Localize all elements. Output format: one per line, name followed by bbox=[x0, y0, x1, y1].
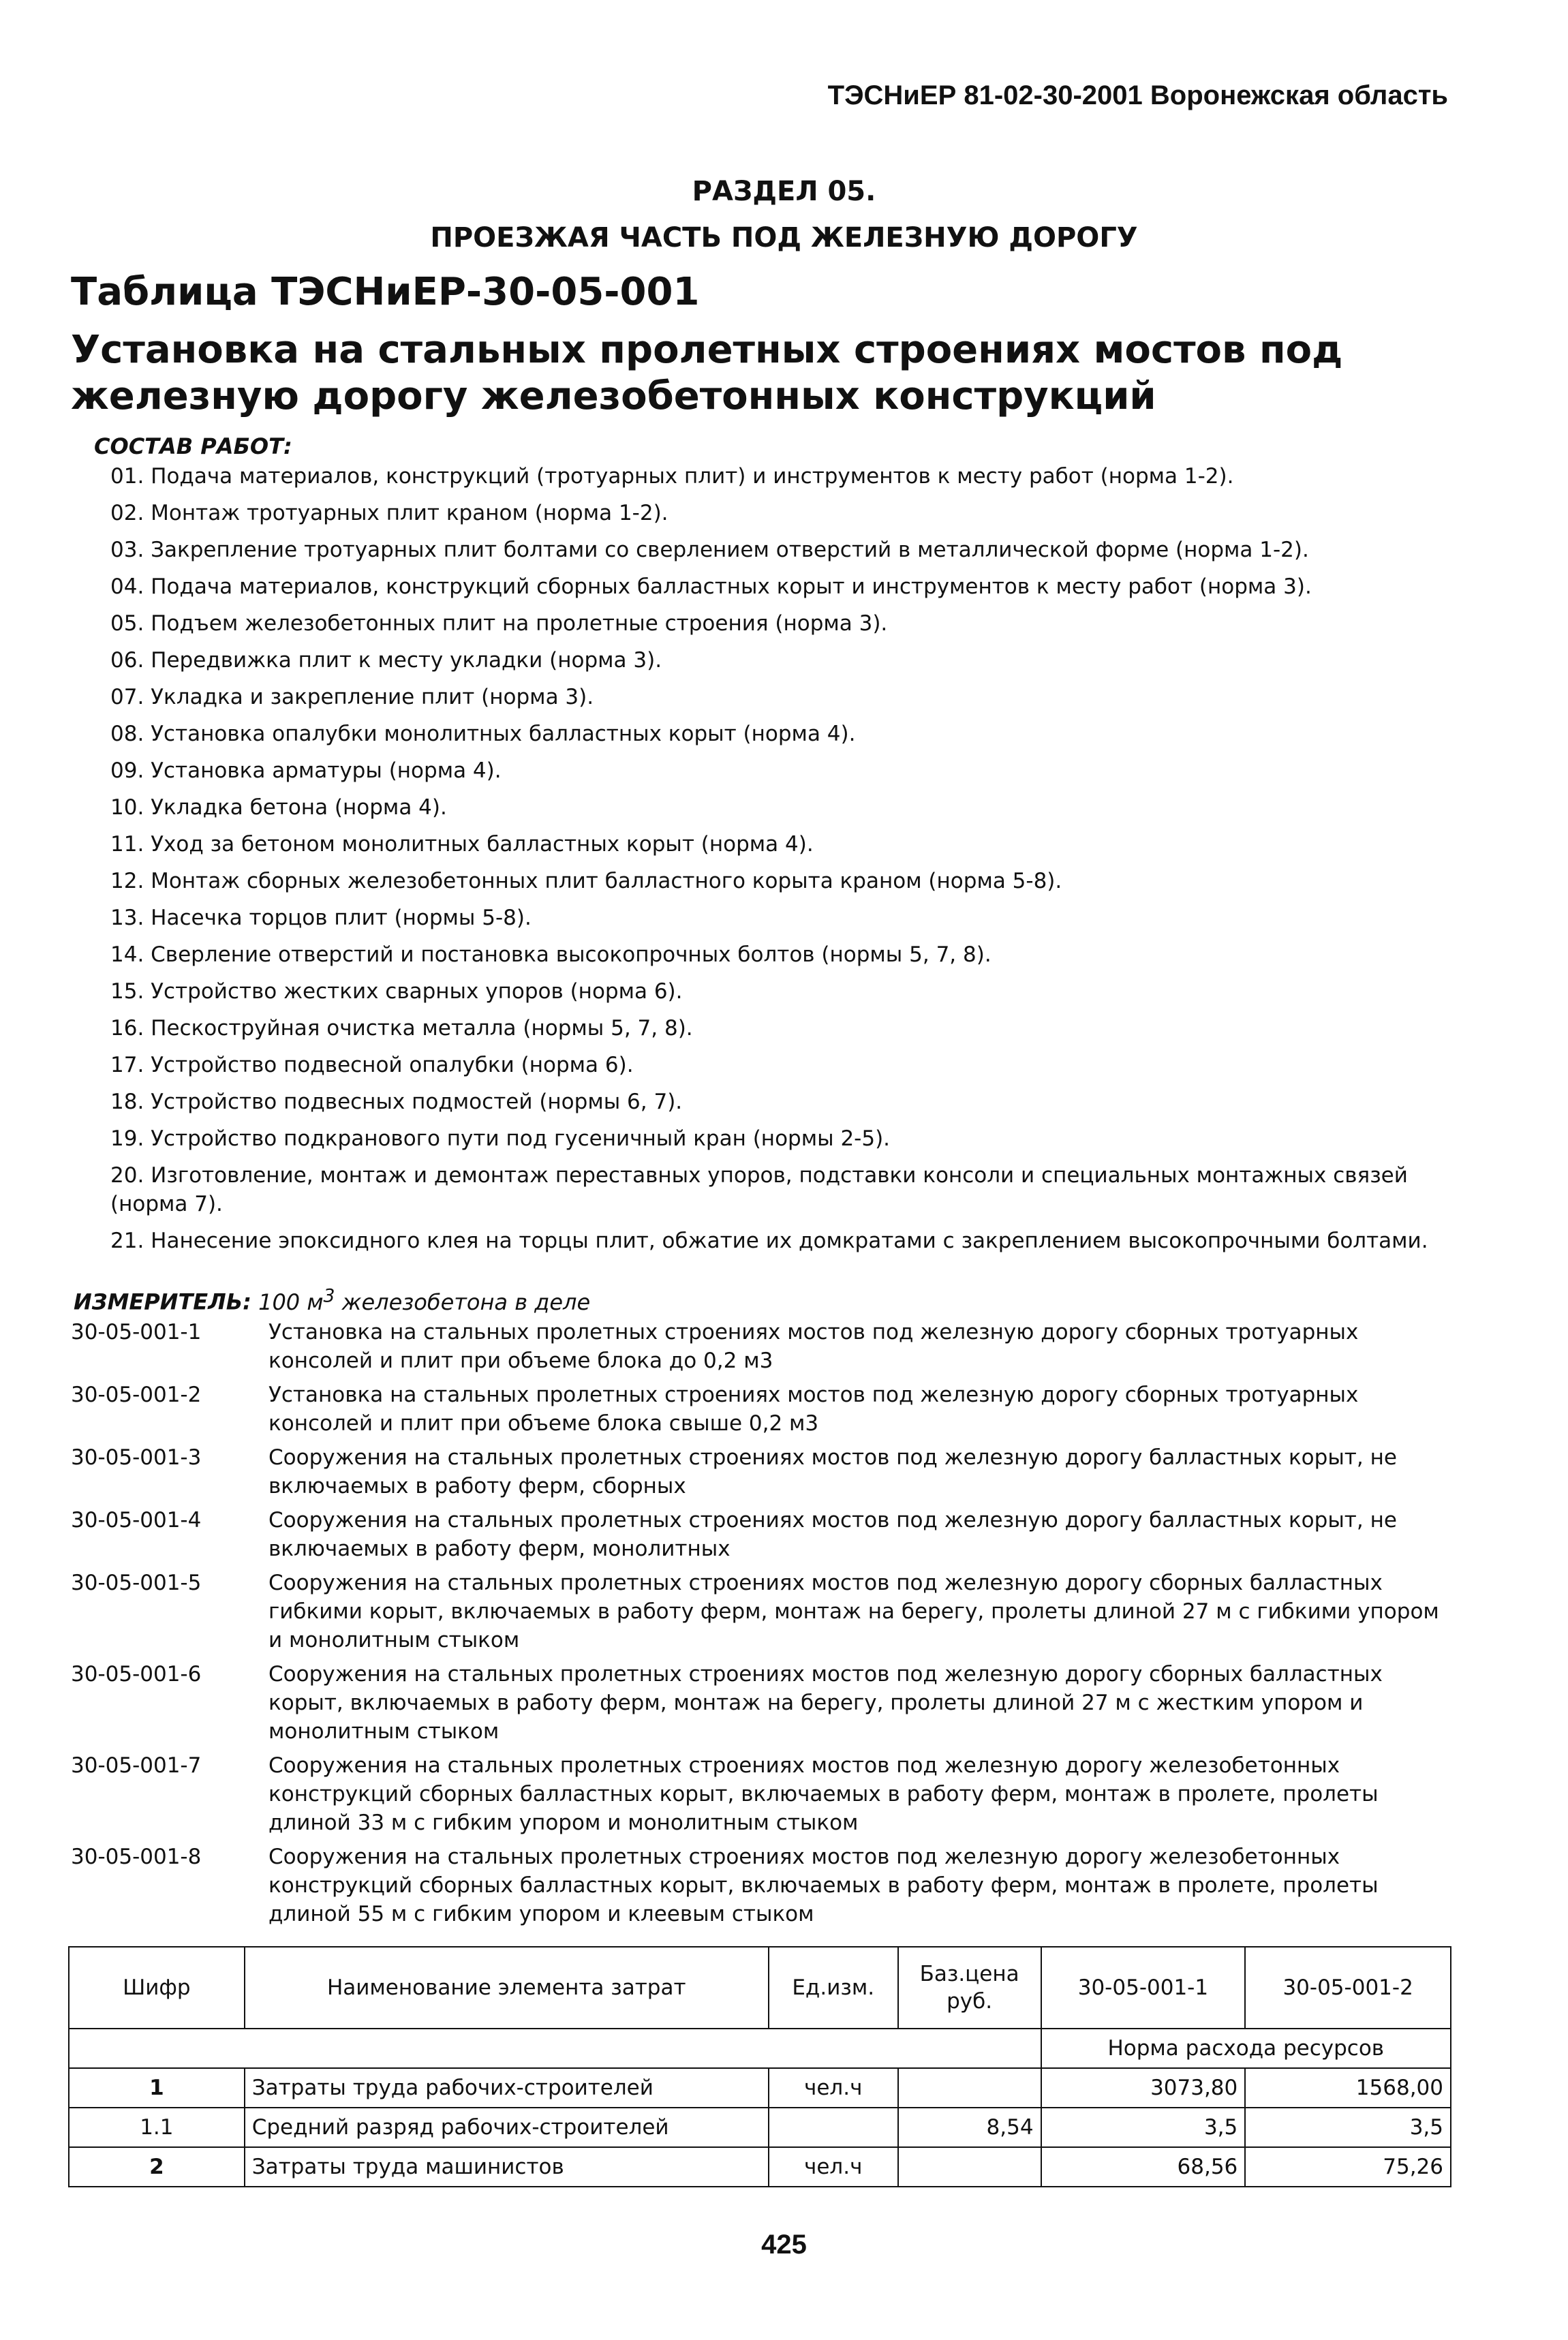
operation-item: 18. Устройство подвесных подмостей (нормы 6, 7). bbox=[110, 1090, 683, 1114]
norm-code: 30-05-001-5 bbox=[71, 1571, 202, 1595]
operation-item: 14. Сверление отверстий и постановка высокопрочных болтов (нормы 5, 7, 8). bbox=[110, 942, 991, 967]
code-row bbox=[71, 1381, 1447, 1438]
row-price bbox=[898, 2147, 1041, 2187]
operation-item: 15. Устройство жестких сварных упоров (норма 6). bbox=[110, 979, 683, 1004]
operation-item: 12. Монтаж сборных железобетонных плит балластного корыта краном (норма 5-8). bbox=[110, 869, 1062, 893]
norm-description: Сооружения на стальных пролетных строениях мостов под железную дорогу сборных балластных корыт, включаемых в работу ферм, монтаж на берегу, пролеты длиной 27 м с жестким упором и монолитным стыком bbox=[268, 1662, 1383, 1744]
measure-label: ИЗМЕРИТЕЛЬ: bbox=[74, 1289, 251, 1315]
norm-code: 30-05-001-7 bbox=[71, 1753, 202, 1778]
norm-description: Сооружения на стальных пролетных строениях мостов под железную дорогу сборных балластных гибкими корыт, включаемых в работу ферм, монтаж на берегу, пролеты длиной 27 м с гибкими упором и монолитным стыком bbox=[268, 1571, 1439, 1652]
row-value-2: 75,26 bbox=[1245, 2147, 1451, 2187]
norm-description: Сооружения на стальных пролетных строениях мостов под железную дорогу железобетонных конструкций сборных балластных корыт, включаемых в работу ферм, монтаж в пролете, пролеты длиной 55 м с гибким упором и клеевым стыком bbox=[268, 1845, 1379, 1926]
row-name: Средний разряд рабочих-строителей bbox=[245, 2108, 769, 2147]
code-row bbox=[71, 1506, 1447, 1563]
code-row bbox=[71, 1751, 1447, 1837]
norm-label-row bbox=[69, 2029, 1451, 2068]
column-header: Баз.цена руб. bbox=[898, 1947, 1041, 2029]
row-price: 8,54 bbox=[898, 2108, 1041, 2147]
table-title: Установка на стальных пролетных строениях мостов под железную дорогу железобетонных конструкций bbox=[71, 328, 1343, 418]
row-value-1: 3073,80 bbox=[1041, 2068, 1246, 2108]
operation-item: 10. Укладка бетона (норма 4). bbox=[110, 795, 447, 820]
table-row bbox=[69, 2068, 1451, 2108]
norm-code: 30-05-001-2 bbox=[71, 1383, 202, 1407]
table-header-row bbox=[69, 1947, 1451, 2029]
measure-line bbox=[74, 1285, 590, 1315]
operation-item: 13. Насечка торцов плит (нормы 5-8). bbox=[110, 906, 532, 930]
operation-item: 04. Подача материалов, конструкций сборных балластных корыт и инструментов к месту работ (норма 3). bbox=[110, 574, 1312, 599]
operation-item: 21. Нанесение эпоксидного клея на торцы плит, обжатие их домкратами с закреплением высокопрочными болтами. bbox=[110, 1229, 1428, 1253]
norm-description: Сооружения на стальных пролетных строениях мостов под железную дорогу балластных корыт, не включаемых в работу ферм, монолитных bbox=[268, 1508, 1397, 1561]
operation-item: 08. Установка опалубки монолитных балластных корыт (норма 4). bbox=[110, 722, 856, 746]
table-code: Таблица ТЭСНиЕР-30-05-001 bbox=[71, 270, 700, 314]
row-price bbox=[898, 2068, 1041, 2108]
operation-item: 02. Монтаж тротуарных плит краном (норма 1-2). bbox=[110, 501, 668, 525]
table-row bbox=[69, 2108, 1451, 2147]
table-row bbox=[69, 2147, 1451, 2187]
row-code: 2 bbox=[69, 2147, 245, 2187]
norm-code: 30-05-001-4 bbox=[71, 1508, 202, 1533]
norm-description: Установка на стальных пролетных строениях мостов под железную дорогу сборных тротуарных консолей и плит при объеме блока свыше 0,2 м3 bbox=[268, 1383, 1359, 1436]
code-row bbox=[71, 1318, 1447, 1375]
operation-item: 03. Закрепление тротуарных плит болтами со сверлением отверстий в металлической форме (норма 1-2). bbox=[110, 538, 1309, 562]
norm-code: 30-05-001-6 bbox=[71, 1662, 202, 1687]
column-header: Ед.изм. bbox=[769, 1947, 898, 2029]
operation-item: 16. Пескоструйная очистка металла (нормы 5, 7, 8). bbox=[110, 1016, 693, 1041]
column-header: 30-05-001-1 bbox=[1041, 1947, 1246, 2029]
row-name: Затраты труда рабочих-строителей bbox=[245, 2068, 769, 2108]
code-row bbox=[71, 1569, 1447, 1654]
code-row bbox=[71, 1660, 1447, 1746]
column-header: Шифр bbox=[69, 1947, 245, 2029]
operation-item: 20. Изготовление, монтаж и демонтаж переставных упоров, подставки консоли и специальных монтажных связей (норма 7). bbox=[110, 1163, 1408, 1216]
norm-description: Сооружения на стальных пролетных строениях мостов под железную дорогу балластных корыт, не включаемых в работу ферм, сборных bbox=[268, 1445, 1397, 1498]
operation-item: 07. Укладка и закрепление плит (норма 3). bbox=[110, 685, 594, 709]
code-row bbox=[71, 1443, 1447, 1500]
operation-item: 05. Подъем железобетонных плит на пролетные строения (норма 3). bbox=[110, 611, 888, 636]
code-descriptions bbox=[71, 1318, 1447, 1934]
row-value-2: 1568,00 bbox=[1245, 2068, 1451, 2108]
row-value-2: 3,5 bbox=[1245, 2108, 1451, 2147]
code-row bbox=[71, 1843, 1447, 1928]
norm-code: 30-05-001-3 bbox=[71, 1445, 202, 1470]
column-header: 30-05-001-2 bbox=[1245, 1947, 1451, 2029]
section-title: РАЗДЕЛ 05. bbox=[692, 176, 876, 207]
empty-cell bbox=[69, 2029, 1041, 2068]
operation-item: 19. Устройство подкранового пути под гусеничный кран (нормы 2-5). bbox=[110, 1126, 891, 1151]
operations-list bbox=[110, 462, 1446, 1263]
row-code: 1 bbox=[69, 2068, 245, 2108]
composition-label: СОСТАВ РАБОТ: bbox=[94, 433, 292, 459]
norm-description: Сооружения на стальных пролетных строениях мостов под железную дорогу железобетонных конструкций сборных балластных корыт, включаемых в работу ферм, монтаж в пролете, пролеты длиной 33 м с гибким упором и монолитным стыком bbox=[268, 1753, 1379, 1835]
operation-item: 11. Уход за бетоном монолитных балластных корыт (норма 4). bbox=[110, 832, 814, 857]
operation-item: 09. Установка арматуры (норма 4). bbox=[110, 758, 502, 783]
page-number: 425 bbox=[761, 2230, 807, 2260]
column-header: Наименование элемента затрат bbox=[245, 1947, 769, 2029]
row-value-1: 3,5 bbox=[1041, 2108, 1246, 2147]
resource-table bbox=[68, 1946, 1451, 2187]
norm-label: Норма расхода ресурсов bbox=[1041, 2029, 1451, 2068]
row-unit bbox=[769, 2108, 898, 2147]
section-subtitle: ПРОЕЗЖАЯ ЧАСТЬ ПОД ЖЕЛЕЗНУЮ ДОРОГУ bbox=[430, 222, 1138, 253]
norm-description: Установка на стальных пролетных строениях мостов под железную дорогу сборных тротуарных консолей и плит при объеме блока до 0,2 м3 bbox=[268, 1320, 1359, 1373]
row-name: Затраты труда машинистов bbox=[245, 2147, 769, 2187]
row-code: 1.1 bbox=[69, 2108, 245, 2147]
norm-code: 30-05-001-1 bbox=[71, 1320, 202, 1344]
measure-value: 100 $м^3$ железобетона в деле bbox=[258, 1285, 591, 1315]
operation-item: 01. Подача материалов, конструкций (тротуарных плит) и инструментов к месту работ (норма 1-2). bbox=[110, 464, 1234, 489]
row-value-1: 68,56 bbox=[1041, 2147, 1246, 2187]
operation-item: 17. Устройство подвесной опалубки (норма 6). bbox=[110, 1053, 634, 1077]
row-unit: чел.ч bbox=[769, 2068, 898, 2108]
row-unit: чел.ч bbox=[769, 2147, 898, 2187]
operation-item: 06. Передвижка плит к месту укладки (норма 3). bbox=[110, 648, 662, 673]
norm-code: 30-05-001-8 bbox=[71, 1845, 202, 1869]
document-header: ТЭСНиЕР 81-02-30-2001 Воронежская область bbox=[827, 80, 1448, 110]
